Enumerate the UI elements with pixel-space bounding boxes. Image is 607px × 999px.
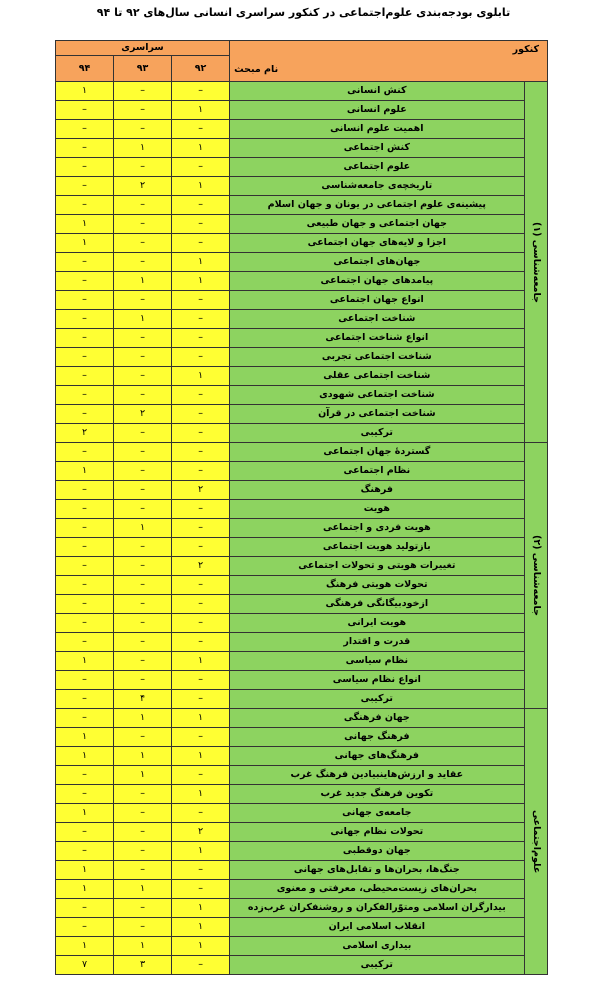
value-cell-y93: – [114,557,172,576]
value-cell-y94: – [56,690,114,709]
table-row [56,310,548,329]
value-cell-y92: – [172,215,230,234]
value-cell-y94: – [56,329,114,348]
table-row [56,215,548,234]
topic-header-label: نام مبحث [234,64,279,75]
value-cell-y92: ۱ [172,785,230,804]
value-cell-y92: ۱ [172,747,230,766]
value-cell-y92: – [172,386,230,405]
value-cell-y92: – [172,82,230,101]
topic-cell: ترکیبی [230,956,525,975]
value-cell-y92: – [172,348,230,367]
value-cell-y92: – [172,595,230,614]
topic-cell: فرهنگ‌های جهانی [230,747,525,766]
topic-cell: بازتولید هویت اجتماعی [230,538,525,557]
topic-cell: هویت فردی و اجتماعی [230,519,525,538]
budget-table [55,40,548,975]
table-row [56,158,548,177]
value-cell-y93: – [114,196,172,215]
table-row [56,899,548,918]
value-cell-y94: – [56,367,114,386]
value-cell-y94: – [56,481,114,500]
value-cell-y93: – [114,367,172,386]
table-row [56,519,548,538]
value-cell-y94: – [56,120,114,139]
value-cell-y94: – [56,272,114,291]
table-row [56,500,548,519]
value-cell-y94: – [56,595,114,614]
value-cell-y93: – [114,82,172,101]
value-cell-y94: ۷ [56,956,114,975]
topic-cell: انواع نظام سیاسی [230,671,525,690]
value-cell-y94: – [56,196,114,215]
value-cell-y94: – [56,310,114,329]
value-cell-y93: – [114,576,172,595]
value-cell-y93: – [114,918,172,937]
table-row [56,101,548,120]
value-cell-y94: – [56,177,114,196]
table-row [56,424,548,443]
value-cell-y94: – [56,443,114,462]
topic-cell: جنگ‌ها، بحران‌ها و تقابل‌های جهانی [230,861,525,880]
value-cell-y92: – [172,880,230,899]
table-row [56,481,548,500]
topic-cell: انواع جهان اجتماعی [230,291,525,310]
value-cell-y93: – [114,785,172,804]
topic-cell: کنش اجتماعی [230,139,525,158]
value-cell-y94: – [56,614,114,633]
table-row [56,82,548,101]
value-cell-y92: ۲ [172,481,230,500]
value-cell-y94: – [56,291,114,310]
value-cell-y93: ۱ [114,766,172,785]
value-cell-y92: – [172,158,230,177]
konkur-label: کنکور [512,44,539,55]
table-row [56,804,548,823]
table-row [56,196,548,215]
topic-cell: اهمیت علوم انسانی [230,120,525,139]
table-row [56,747,548,766]
value-cell-y94: – [56,348,114,367]
table-row [56,139,548,158]
value-cell-y94: – [56,823,114,842]
value-cell-y92: – [172,614,230,633]
value-cell-y94: – [56,842,114,861]
value-cell-y93: – [114,899,172,918]
value-cell-y93: – [114,101,172,120]
topic-cell: تکوین فرهنگ جدید غرب [230,785,525,804]
table-row [56,728,548,747]
value-cell-y94: ۱ [56,234,114,253]
value-cell-y94: ۱ [56,82,114,101]
table-row [56,766,548,785]
table-row [56,120,548,139]
topic-cell: هویت ایرانی [230,614,525,633]
table-row [56,652,548,671]
value-cell-y93: – [114,120,172,139]
value-cell-y94: – [56,500,114,519]
table-row [56,785,548,804]
value-cell-y94: ۱ [56,652,114,671]
value-cell-y94: – [56,766,114,785]
value-cell-y92: ۱ [172,272,230,291]
value-cell-y92: ۲ [172,557,230,576]
table-row [56,823,548,842]
value-cell-y94: – [56,405,114,424]
table-row [56,614,548,633]
topic-cell: شناخت اجتماعی تجربی [230,348,525,367]
value-cell-y93: – [114,823,172,842]
value-cell-y94: ۱ [56,861,114,880]
value-cell-y93: – [114,329,172,348]
topic-cell: بحران‌های زیست‌محیطی، معرفتی و معنوی [230,880,525,899]
value-cell-y93: ۲ [114,177,172,196]
value-cell-y93: – [114,614,172,633]
topic-cell: گستردهٔ جهان اجتماعی [230,443,525,462]
topic-cell: عقاید و ارزش‌هاینبیادین فرهنگ غرب [230,766,525,785]
topic-cell: پیشینه‌ی علوم اجتماعی در یونان و جهان اسلام [230,196,525,215]
section-label: جامعه‌شناسی (۲) [524,443,547,709]
value-cell-y92: ۱ [172,937,230,956]
table-row [56,861,548,880]
table-row [56,291,548,310]
value-cell-y94: – [56,158,114,177]
value-cell-y93: ۱ [114,519,172,538]
value-cell-y94: ۱ [56,804,114,823]
table-row [56,177,548,196]
table-row [56,633,548,652]
value-cell-y92: – [172,329,230,348]
value-cell-y93: – [114,481,172,500]
value-cell-y93: ۲ [114,405,172,424]
value-cell-y93: – [114,842,172,861]
topic-cell: تغییرات هویتی و تحولات اجتماعی [230,557,525,576]
value-cell-y93: – [114,253,172,272]
value-cell-y92: ۱ [172,709,230,728]
value-cell-y92: – [172,956,230,975]
value-cell-y93: – [114,386,172,405]
value-cell-y94: – [56,709,114,728]
value-cell-y93: – [114,804,172,823]
value-cell-y94: ۱ [56,728,114,747]
value-cell-y92: ۱ [172,101,230,120]
topic-cell: جهان‌های اجتماعی [230,253,525,272]
table-row [56,937,548,956]
value-cell-y94: – [56,633,114,652]
value-cell-y92: – [172,671,230,690]
topic-cell: کنش انسانی [230,82,525,101]
value-cell-y94: ۱ [56,880,114,899]
table-row [56,272,548,291]
value-cell-y92: – [172,500,230,519]
value-cell-y92: ۱ [172,652,230,671]
value-cell-y93: – [114,234,172,253]
value-cell-y93: ۱ [114,272,172,291]
value-cell-y92: – [172,861,230,880]
table-row [56,538,548,557]
topic-cell: تحولات نظام جهانی [230,823,525,842]
topic-cell: نظام سیاسی [230,652,525,671]
topic-cell: هویت [230,500,525,519]
topic-cell: تاریخچه‌ی جامعه‌شناسی [230,177,525,196]
value-cell-y93: – [114,671,172,690]
value-cell-y92: – [172,728,230,747]
value-cell-y93: ۴ [114,690,172,709]
value-cell-y92: – [172,234,230,253]
value-cell-y92: – [172,443,230,462]
value-cell-y92: – [172,633,230,652]
value-cell-y93: – [114,158,172,177]
topic-cell: جهان اجتماعی و جهان طبیعی [230,215,525,234]
topic-cell: شناخت اجتماعی عقلی [230,367,525,386]
value-cell-y93: ۱ [114,139,172,158]
value-cell-y92: – [172,690,230,709]
topic-cell: جهان فرهنگی [230,709,525,728]
table-row [56,709,548,728]
topic-cell: جهان دوقطبی [230,842,525,861]
value-cell-y94: – [56,519,114,538]
topic-cell: جامعه‌ی جهانی [230,804,525,823]
value-cell-y92: – [172,120,230,139]
topic-cell: شناخت اجتماعی [230,310,525,329]
value-cell-y92: – [172,576,230,595]
value-cell-y93: ۱ [114,709,172,728]
table-row [56,405,548,424]
table-row [56,348,548,367]
topic-cell: تحولات هویتی فرهنگ [230,576,525,595]
value-cell-y92: – [172,310,230,329]
topic-cell: علوم انسانی [230,101,525,120]
table-row [56,956,548,975]
value-cell-y92: ۱ [172,918,230,937]
table-row [56,576,548,595]
value-cell-y92: ۱ [172,899,230,918]
topic-cell: شناخت اجتماعی در قرآن [230,405,525,424]
value-cell-y93: ۱ [114,937,172,956]
topic-cell: نظام اجتماعی [230,462,525,481]
value-cell-y92: ۱ [172,253,230,272]
value-cell-y93: – [114,500,172,519]
value-cell-y93: – [114,291,172,310]
topic-cell: انواع شناخت اجتماعی [230,329,525,348]
value-cell-y92: – [172,196,230,215]
topic-cell: قدرت و اقتدار [230,633,525,652]
value-cell-y92: ۲ [172,823,230,842]
value-cell-y94: – [56,253,114,272]
year-header-1: ۹۳ [114,56,172,82]
value-cell-y94: – [56,386,114,405]
value-cell-y94: ۲ [56,424,114,443]
year-header-0: ۹۲ [172,56,230,82]
topic-cell: فرهنگ جهانی [230,728,525,747]
value-cell-y92: ۱ [172,139,230,158]
value-cell-y93: – [114,595,172,614]
sarasari-header: سراسری [56,41,230,56]
value-cell-y94: – [56,918,114,937]
topic-cell: بیداری اسلامی [230,937,525,956]
value-cell-y94: – [56,785,114,804]
value-cell-y92: ۱ [172,177,230,196]
value-cell-y93: – [114,443,172,462]
value-cell-y94: – [56,557,114,576]
table-row [56,557,548,576]
table-row [56,880,548,899]
topic-cell: فرهنگ [230,481,525,500]
value-cell-y93: ۱ [114,747,172,766]
table-row [56,367,548,386]
value-cell-y94: – [56,899,114,918]
topic-cell: پیامدهای جهان اجتماعی [230,272,525,291]
value-cell-y92: ۱ [172,367,230,386]
year-header-2: ۹۴ [56,56,114,82]
table-row [56,234,548,253]
topic-cell: شناخت اجتماعی شهودی [230,386,525,405]
value-cell-y93: – [114,348,172,367]
page-title: تابلوی بودجه‌بندی علوم‌اجتماعی در کنکور سراسری انسانی سال‌های ۹۲ تا ۹۴ [96,6,511,19]
table-row [56,595,548,614]
value-cell-y93: – [114,215,172,234]
value-cell-y93: – [114,462,172,481]
value-cell-y92: ۱ [172,842,230,861]
topic-cell: ترکیبی [230,424,525,443]
value-cell-y92: – [172,291,230,310]
table-row [56,842,548,861]
value-cell-y94: – [56,139,114,158]
table-row [56,386,548,405]
value-cell-y93: – [114,728,172,747]
value-cell-y93: ۱ [114,310,172,329]
value-cell-y92: – [172,804,230,823]
table-row [56,253,548,272]
header-topic-cell [230,41,548,82]
value-cell-y94: ۱ [56,747,114,766]
topic-cell: اجزا و لایه‌های جهان اجتماعی [230,234,525,253]
value-cell-y92: – [172,405,230,424]
topic-cell: ترکیبی [230,690,525,709]
section-label: علوم‌اجتماعی [524,709,547,975]
value-cell-y92: – [172,424,230,443]
section-label: جامعه‌شناسی (۱) [524,82,547,443]
value-cell-y92: – [172,538,230,557]
value-cell-y94: – [56,538,114,557]
value-cell-y93: ۳ [114,956,172,975]
value-cell-y94: – [56,671,114,690]
value-cell-y93: – [114,652,172,671]
topic-cell: انقلاب اسلامی ایران [230,918,525,937]
topic-cell: علوم اجتماعی [230,158,525,177]
table-row [56,690,548,709]
value-cell-y93: – [114,538,172,557]
table-row [56,329,548,348]
value-cell-y94: – [56,101,114,120]
value-cell-y92: – [172,766,230,785]
value-cell-y92: – [172,519,230,538]
table-row [56,671,548,690]
value-cell-y93: – [114,424,172,443]
value-cell-y93: – [114,861,172,880]
value-cell-y94: – [56,576,114,595]
value-cell-y92: – [172,462,230,481]
value-cell-y94: ۱ [56,215,114,234]
value-cell-y93: – [114,633,172,652]
value-cell-y94: ۱ [56,462,114,481]
topic-cell: بیدارگران اسلامی ومتوّرالفکران و روشنفکران غرب‌زده [230,899,525,918]
value-cell-y93: ۱ [114,880,172,899]
table-row [56,443,548,462]
table-row [56,918,548,937]
value-cell-y94: ۱ [56,937,114,956]
table-row [56,462,548,481]
topic-cell: ازخودبیگانگی فرهنگی [230,595,525,614]
